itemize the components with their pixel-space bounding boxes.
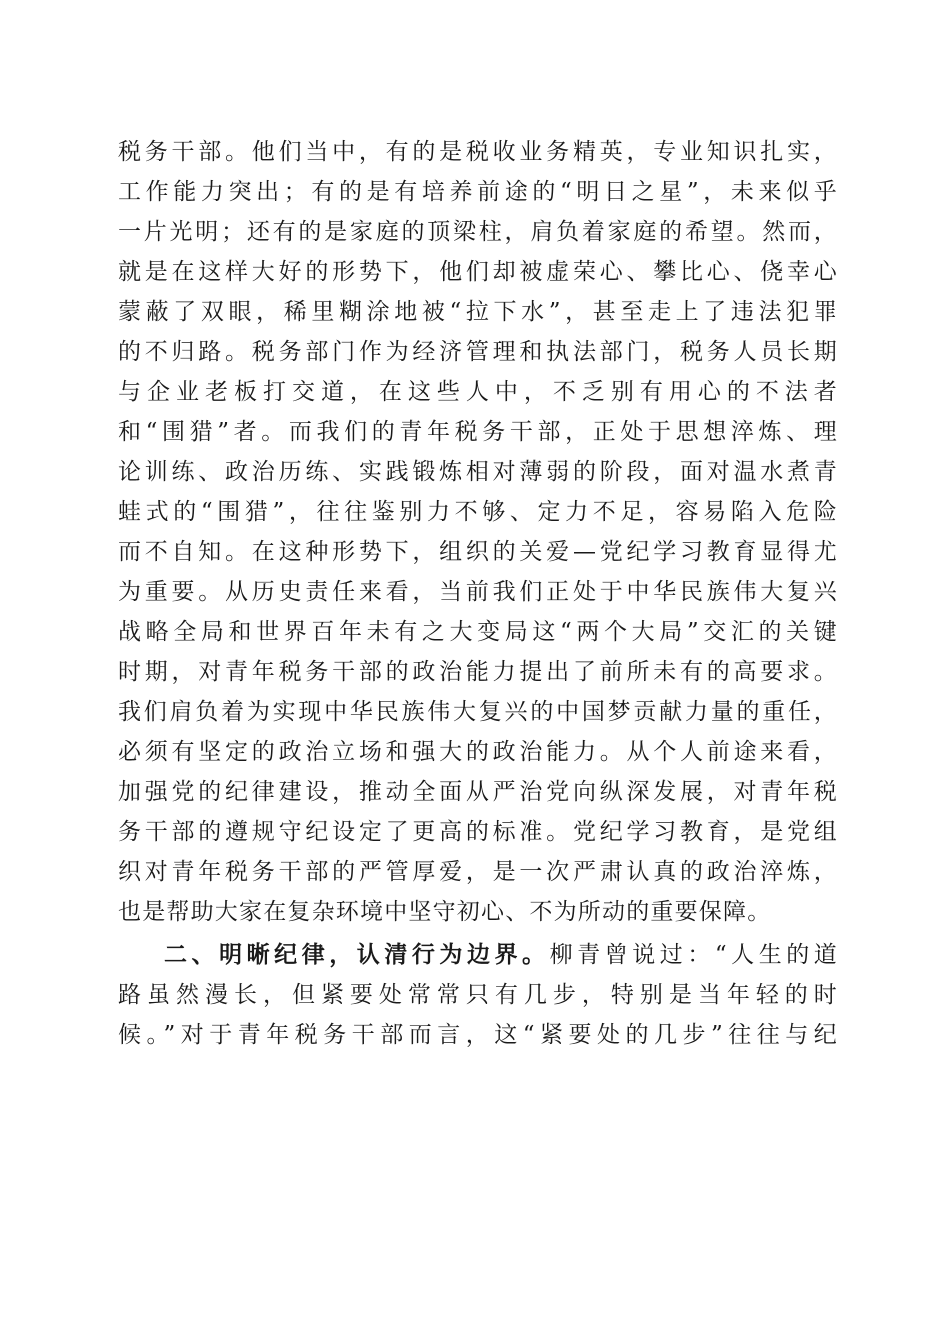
- text-line: 论训练、政治历练、实践锻炼相对薄弱的阶段，面对温水煮青: [118, 459, 838, 485]
- section-heading: 二、明晰纪律，认清行为边界。: [164, 941, 550, 968]
- paragraph-1: [118, 132, 838, 932]
- text-line: 路虽然漫长，但紧要处常常只有几步，特别是当年轻的时: [118, 982, 838, 1008]
- text-line: 候。”对于青年税务干部而言，这“紧要处的几步”往往与纪: [118, 1022, 838, 1048]
- text-line: 的不归路。税务部门作为经济管理和执法部门，税务人员长期: [118, 339, 838, 365]
- text-line: 一片光明；还有的是家庭的顶梁柱，肩负着家庭的希望。然而，: [118, 219, 838, 245]
- text-line: 我们肩负着为实现中华民族伟大复兴的中国梦贡献力量的重任，: [118, 699, 838, 725]
- text-line: 工作能力突出；有的是有培养前途的“明日之星”，未来似乎: [118, 179, 838, 205]
- text-line: 也是帮助大家在复杂环境中坚守初心、不为所动的重要保障。: [118, 899, 772, 925]
- text-line: 与企业老板打交道，在这些人中，不乏别有用心的不法者: [118, 379, 838, 405]
- text-line: 战略全局和世界百年未有之大变局这“两个大局”交汇的关键: [118, 619, 838, 645]
- text-line: 加强党的纪律建设，推动全面从严治党向纵深发展，对青年税: [118, 779, 838, 805]
- paragraph-2: [118, 935, 838, 1055]
- text-line: 蛙式的“围猎”，往往鉴别力不够、定力不足，容易陷入危险: [118, 499, 838, 525]
- document-body: [118, 132, 838, 1055]
- section-heading-line: [118, 935, 838, 975]
- text-line: 和“围猎”者。而我们的青年税务干部，正处于思想淬炼、理: [118, 419, 838, 445]
- text-line: 就是在这样大好的形势下，他们却被虚荣心、攀比心、侥幸心: [118, 259, 838, 285]
- text-run: 柳青曾说过：“人生的道: [549, 942, 838, 968]
- text-line: 务干部的遵规守纪设定了更高的标准。党纪学习教育，是党组: [118, 819, 838, 845]
- text-line: 为重要。从历史责任来看，当前我们正处于中华民族伟大复兴: [118, 579, 838, 605]
- text-line: 时期，对青年税务干部的政治能力提出了前所未有的高要求。: [118, 659, 838, 685]
- text-line: 织对青年税务干部的严管厚爱，是一次严肃认真的政治淬炼，: [118, 859, 838, 885]
- text-line: 税务干部。他们当中，有的是税收业务精英，专业知识扎实，: [118, 139, 838, 165]
- text-line: 必须有坚定的政治立场和强大的政治能力。从个人前途来看，: [118, 739, 838, 765]
- text-line: 蒙蔽了双眼，稀里糊涂地被“拉下水”，甚至走上了违法犯罪: [118, 299, 838, 325]
- text-line: 而不自知。在这种形势下，组织的关爱—党纪学习教育显得尤: [118, 539, 838, 565]
